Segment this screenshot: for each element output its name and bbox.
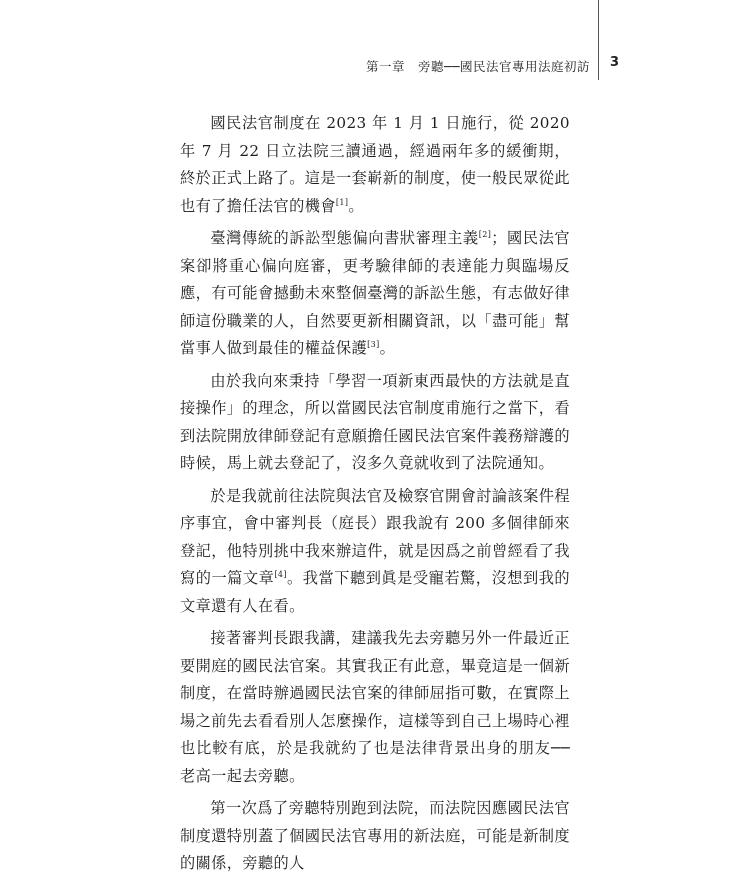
paragraph: 臺灣傳統的訴訟型態偏向書狀審理主義[2]；國民法官案卻將重心偏向庭審，更考驗律師的表達能力與臨場反應，有可能會撼動未來整個臺灣的訴訟生態，有志做好律師這份職業的人，自然要更新相關資訊，以「盡可能」幫當事人做到最佳的權益保護[3]。	[180, 229, 570, 357]
paragraph: 接著審判長跟我講，建議我先去旁聽另外一件最近正要開庭的國民法官案。其實我正有此意，畢竟這是一個新制度，在當時辦過國民法官案的律師屈指可數，在實際上場之前先去看看別人怎麼操作，這樣等到自己上場時心裡也比較有底，於是我就約了也是法律背景出身的朋友──老高一起去旁聽。	[180, 629, 570, 785]
body-text	[180, 110, 570, 883]
paragraph: 於是我就前往法院與法官及檢察官開會討論該案件程序事宜，會中審判長（庭長）跟我說有 200 多個律師來登記，他特別挑中我來辦這件，就是因爲之前曾經看了我寫的一篇文章[4]。我當下聽到眞是受寵若驚，沒想到我的文章還有人在看。	[180, 486, 571, 615]
paragraph: 國民法官制度在 2023 年 1 月 1 日施行，從 2020 年 7 月 22 日立法院三讀通過，經過兩年多的緩衝期，終於正式上路了。這是一套嶄新的制度，使一般民眾從此也有了擔任法官的機會[1]。	[180, 114, 570, 215]
running-header: 第一章 旁聽──國民法官專用法庭初訪	[365, 59, 590, 74]
footnote-ref: [2]	[478, 229, 492, 239]
paragraph: 由於我向來秉持「學習一項新東西最快的方法就是直接操作」的理念，所以當國民法官制度甫施行之當下，看到法院開放律師登記有意願擔任國民法官案件義務辯護的時候，馬上就去登記了，沒多久竟就收到了法院通知。	[180, 371, 570, 472]
footnote-ref: [4]	[274, 569, 287, 579]
page-number: 3	[610, 55, 620, 70]
paragraph: 第一次爲了旁聽特別跑到法院，而法院因應國民法官制度還特別蓋了個國民法官專用的新法庭，可能是新制度的關係，旁聽的人	[180, 799, 570, 872]
footnote-ref: [1]	[335, 197, 349, 207]
footnote-ref: [3]	[367, 339, 380, 349]
header-divider	[598, 0, 599, 80]
